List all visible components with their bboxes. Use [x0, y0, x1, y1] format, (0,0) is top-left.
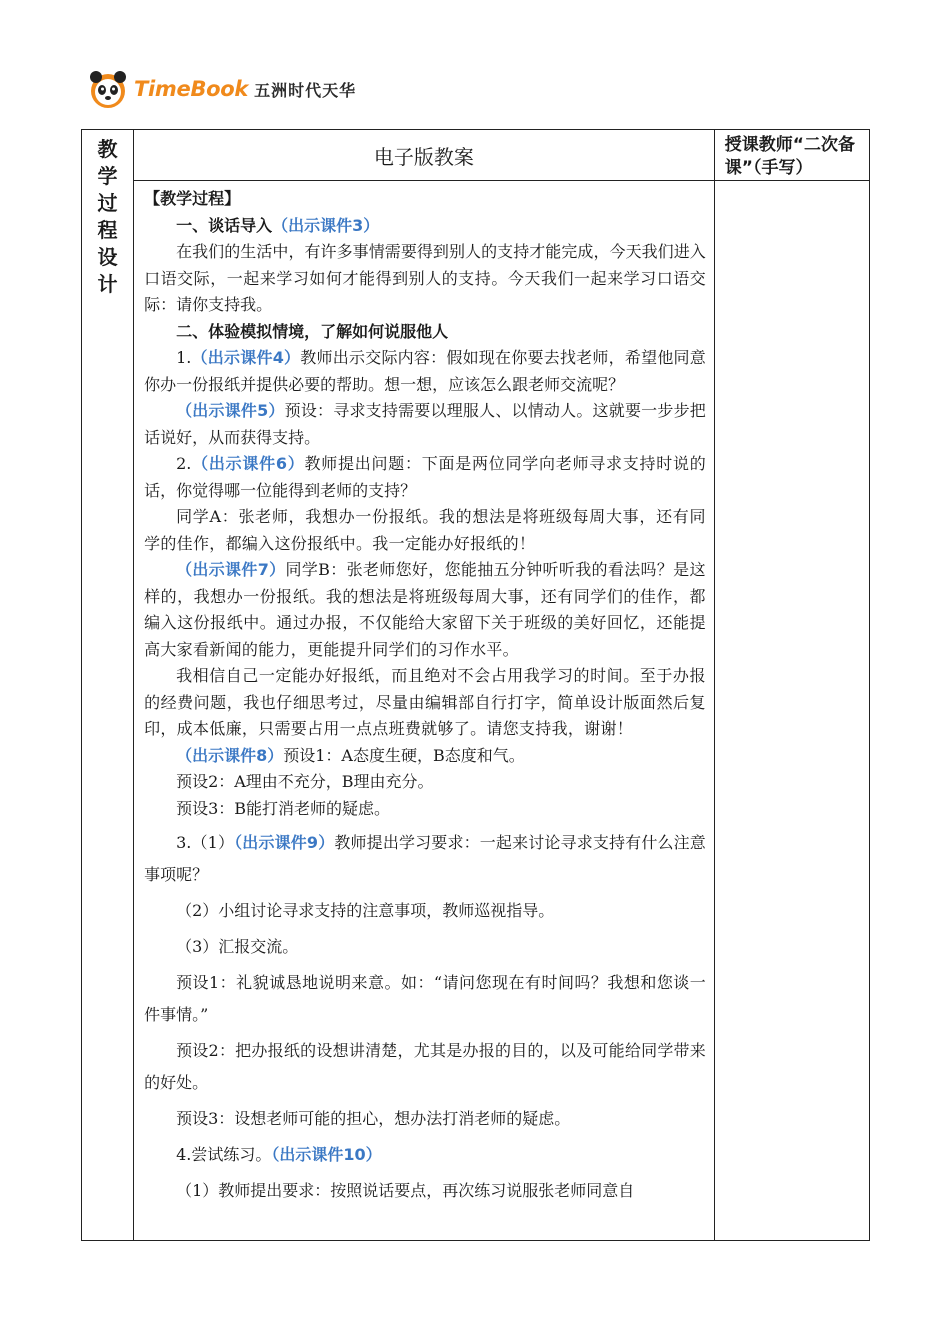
- slide-reference: （出示课件6）: [191, 454, 305, 473]
- paragraph: [144, 345, 706, 398]
- teacher-notes-area: [714, 181, 869, 1241]
- table-title: 电子版教案: [134, 130, 715, 181]
- item-number: 2.: [176, 454, 192, 473]
- paragraph: 预设2：把办报纸的设想讲清楚，尤其是办报的目的，以及可能给同学带来的好处。: [144, 1041, 706, 1092]
- slide-reference: （出示课件9）: [234, 833, 335, 852]
- item-number: 3.（1）: [176, 833, 235, 852]
- slide-reference: （出示课件10）: [271, 1145, 382, 1164]
- table-header-row: [82, 130, 870, 181]
- timebook-logo: [86, 66, 356, 112]
- slide-reference: （出示课件4）: [191, 348, 301, 367]
- paragraph: 同学A：张老师，我想办一份报纸。我的想法是将班级每周大事，还有同学的佳作，都编入这份报纸中。我一定能办好报纸的！: [144, 507, 706, 553]
- paragraph: [144, 743, 706, 770]
- side-char: 过: [97, 191, 118, 215]
- section-heading: 【教学过程】: [144, 189, 241, 208]
- panda-logo-icon: [86, 67, 130, 111]
- paragraph-text: 4.尝试练习。: [176, 1145, 272, 1164]
- side-char: 程: [97, 218, 118, 242]
- logo-chinese-text: 五洲时代天华: [254, 80, 357, 100]
- table-body-row: [82, 181, 870, 1241]
- item-number: 1.: [176, 348, 192, 367]
- side-char: 学: [97, 164, 118, 188]
- paragraph-text: 教师出示交际内容：假如现在你要去找老师，希望他同意你办一份报纸并提供必要的帮助。想一想，应该怎么跟老师交流呢？: [144, 348, 706, 394]
- paragraph: 在我们的生活中，有许多事情需要得到别人的支持才能完成，今天我们进入口语交际，一起来学习如何才能得到别人的支持。今天我们一起来学习口语交际：请你支持我。: [144, 242, 706, 314]
- side-char: 设: [97, 245, 118, 269]
- lesson-plan-table: [81, 129, 870, 1241]
- teacher-notes-header: 授课教师“二次备课”（手写）: [714, 130, 869, 181]
- paragraph: [144, 398, 706, 451]
- paragraph-text: 预设：寻求支持需要以理服人、以情动人。这就要一步步把话说好，从而获得支持。: [144, 401, 706, 447]
- lesson-content: [134, 181, 715, 1241]
- step-title: 一、谈话导入: [176, 215, 273, 235]
- paragraph: （1）教师提出要求：按照说话要点，再次练习说服张老师同意自: [176, 1181, 635, 1200]
- slide-reference: （出示课件3）: [272, 215, 380, 235]
- paragraph-text: 教师提出学习要求：一起来讨论寻求支持有什么注意事项呢？: [144, 833, 706, 884]
- paragraph: [144, 1139, 706, 1171]
- paragraph: 预设1：礼貌诚恳地说明来意。如：“请问您现在有时间吗？我想和您谈一件事情。”: [144, 973, 706, 1024]
- paragraph: 我相信自己一定能办好报纸，而且绝对不会占用我学习的时间。至于办报的经费问题，我也仔细思考过，尽量由编辑部自行打字，简单设计版面然后复印，成本低廉，只需要占用一点点班费就够了。请您支持我，谢谢！: [144, 666, 706, 738]
- paragraph: （2）小组讨论寻求支持的注意事项，教师巡视指导。: [176, 901, 555, 920]
- paragraph: 预设3：B能打消老师的疑虑。: [176, 798, 391, 818]
- paragraph: （3）汇报交流。: [176, 937, 299, 956]
- paragraph: 预设3：设想老师可能的担心，想办法打消老师的疑虑。: [176, 1109, 571, 1128]
- slide-reference: （出示课件8）: [176, 745, 284, 765]
- paragraph: [144, 557, 706, 663]
- step-title: 二、体验模拟情境，了解如何说服他人: [176, 321, 449, 341]
- paragraph: 预设2：A理由不充分，B理由充分。: [176, 772, 434, 791]
- slide-reference: （出示课件5）: [176, 401, 285, 420]
- logo-brand-text: TimeBook: [134, 77, 249, 101]
- paragraph: [144, 827, 706, 891]
- paragraph: [144, 213, 706, 240]
- side-char: 教: [97, 137, 118, 161]
- paragraph-text: 预设1：A态度生硬，B态度和气。: [283, 745, 525, 765]
- slide-reference: （出示课件7）: [176, 560, 286, 579]
- side-char: 计: [97, 272, 118, 296]
- paragraph: [144, 451, 706, 504]
- paragraph-text: 教师提出问题：下面是两位同学向老师寻求支持时说的话，你觉得哪一位能得到老师的支持？: [144, 454, 706, 500]
- paragraph-text: 同学B：张老师您好，您能抽五分钟听听我的看法吗？是这样的，我想办一份报纸。我的想法是将班级每周大事，还有同学们的佳作，都编入这份报纸中。通过办报，不仅能给大家留下关于班级的美好回忆，还能提高大家看新闻的能力，更能提升同学们的习作水平。: [144, 560, 706, 659]
- side-header-teaching-process: [82, 130, 134, 1241]
